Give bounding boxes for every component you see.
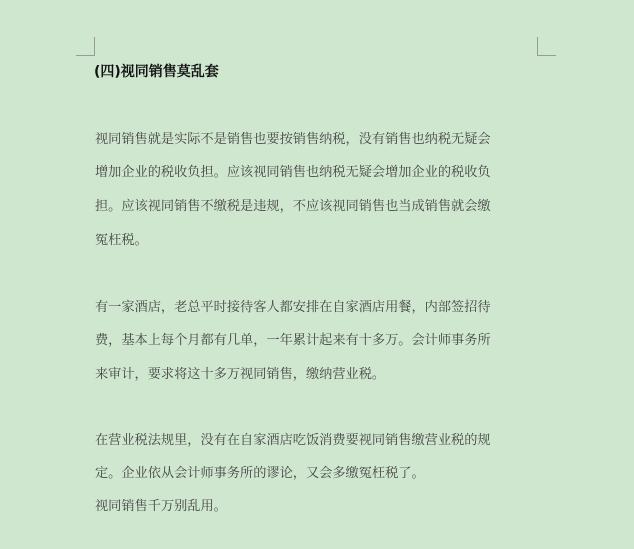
paragraph-1-line-4: 冤枉税。 — [95, 233, 148, 248]
section-heading: (四)视同销售莫乱套 — [94, 64, 219, 80]
paragraph-3-line-3: 视同销售千万别乱用。 — [95, 499, 227, 514]
paragraph-2-line-2: 费，基本上每个月都有几单，一年累计起来有十多万。会计师事务所 — [95, 333, 491, 348]
top-right-margin-mark — [537, 37, 556, 56]
paragraph-2-line-1: 有一家酒店，老总平时接待客人都安排在自家酒店用餐，内部签招待 — [95, 300, 491, 315]
paragraph-1-line-3: 担。应该视同销售不缴税是违规，不应该视同销售也当成销售就会缴 — [95, 199, 491, 214]
paragraph-1-line-2: 增加企业的税收负担。应该视同销售也纳税无疑会增加企业的税收负 — [95, 165, 491, 180]
top-left-margin-mark — [76, 37, 95, 56]
paragraph-3-line-1: 在营业税法规里，没有在自家酒店吃饭消费要视同销售缴营业税的规 — [95, 433, 491, 448]
paragraph-1-line-1: 视同销售就是实际不是销售也要按销售纳税，没有销售也纳税无疑会 — [95, 132, 491, 147]
paragraph-2-line-3: 来审计，要求将这十多万视同销售，缴纳营业税。 — [95, 367, 386, 382]
paragraph-3-line-2: 定。企业依从会计师事务所的谬论，又会多缴冤枉税了。 — [95, 466, 425, 481]
